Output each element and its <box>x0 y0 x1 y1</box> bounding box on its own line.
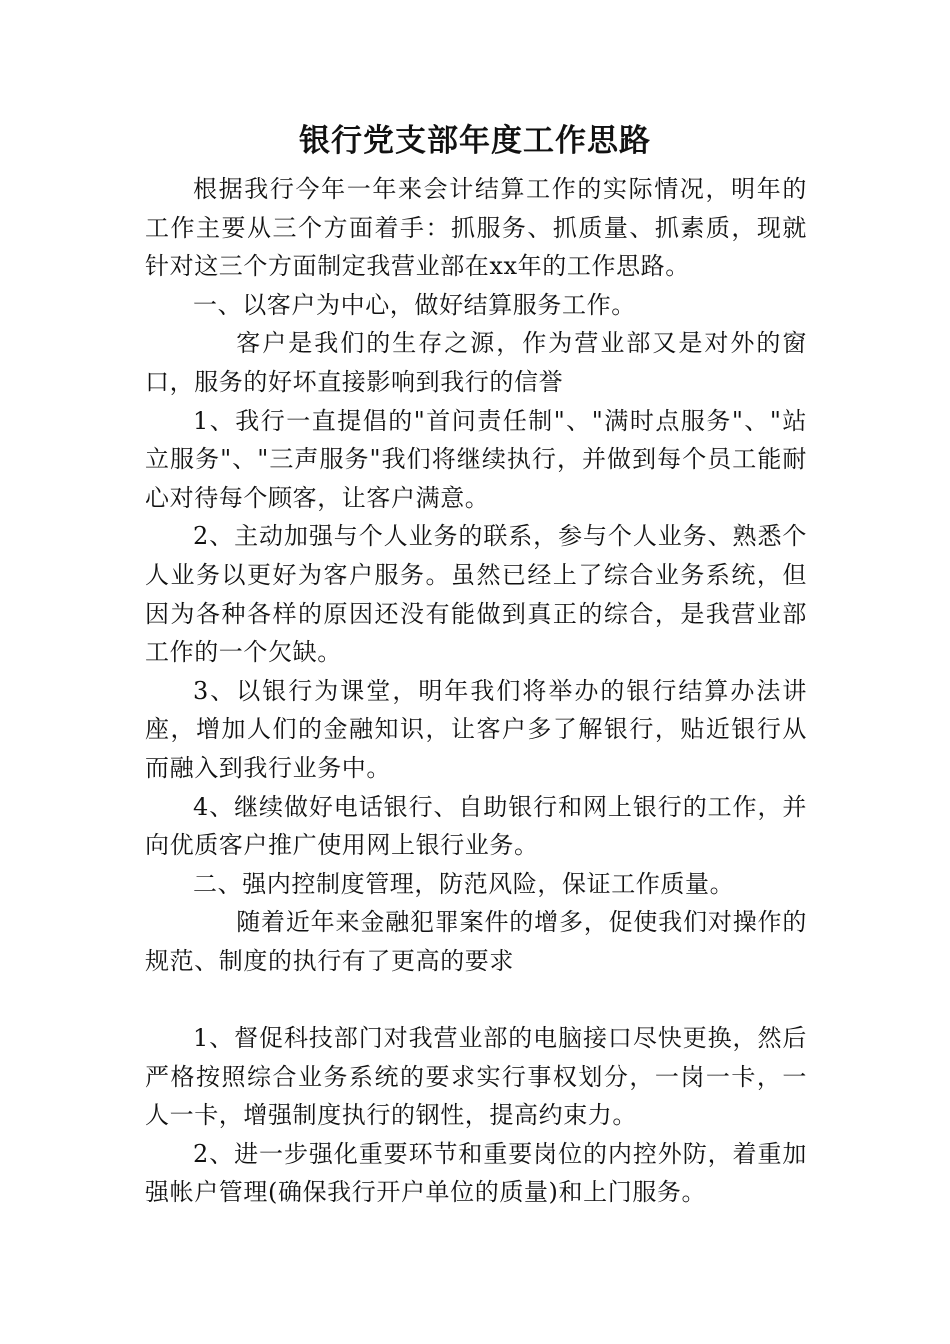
section-heading-2: 二、强内控制度管理，防范风险，保证工作质量。 <box>193 869 735 898</box>
section-1-lead-paragraph: 客户是我们的生存之源，作为营业部又是对外的窗口，服务的好坏直接影响到我行的信誉 <box>145 329 807 396</box>
intro-paragraph: 根据我行今年一年来会计结算工作的实际情况，明年的工作主要从三个方面着手：抓服务、抓质量、抓素质，现就针对这三个方面制定我营业部在xx年的工作思路。 <box>145 175 807 281</box>
section-1-item-1: 1、我行一直提倡的"首问责任制"、"满时点服务"、"站立服务"、"三声服务"我们将继续执行，并做到每个员工能耐心对待每个顾客，让客户满意。 <box>145 406 807 512</box>
section-1-item-2: 2、主动加强与个人业务的联系，参与个人业务、熟悉个人业务以更好为客户服务。虽然已经上了综合业务系统，但因为各种各样的原因还没有能做到真正的综合，是我营业部工作的一个欠缺。 <box>145 522 807 667</box>
section-heading-1: 一、以客户为中心，做好结算服务工作。 <box>193 290 636 319</box>
document-body <box>145 170 807 1212</box>
section-2-item-2: 2、进一步强化重要环节和重要岗位的内控外防，着重加强帐户管理(确保我行开户单位的质量)和上门服务。 <box>145 1139 807 1207</box>
section-2-item-1: 1、督促科技部门对我营业部的电脑接口尽快更换，然后严格按照综合业务系统的要求实行事权划分，一岗一卡，一人一卡，增强制度执行的钢性，提高约束力。 <box>145 1024 807 1130</box>
section-1-item-3: 3、以银行为课堂，明年我们将举办的银行结算办法讲座，增加人们的金融知识，让客户多了解银行，贴近银行从而融入到我行业务中。 <box>145 676 807 782</box>
section-1-item-4: 4、继续做好电话银行、自助银行和网上银行的工作，并向优质客户推广使用网上银行业务。 <box>145 792 807 860</box>
document-title: 银行党支部年度工作思路 <box>299 123 651 159</box>
section-2-lead-paragraph: 随着近年来金融犯罪案件的增多，促使我们对操作的规范、制度的执行有了更高的要求 <box>145 908 807 975</box>
